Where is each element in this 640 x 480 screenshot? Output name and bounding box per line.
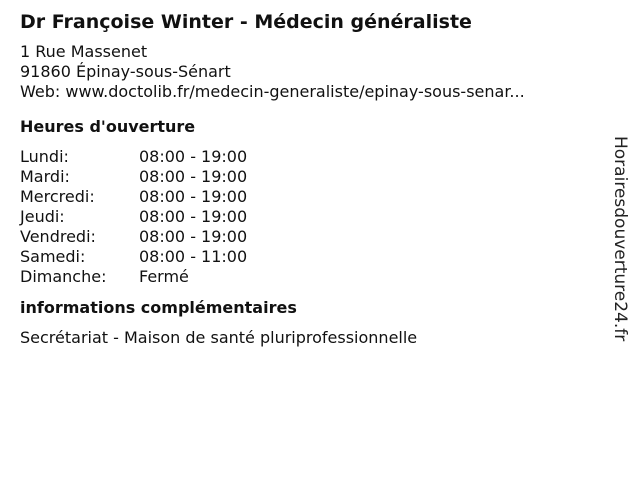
time-value: 08:00 - 11:00 [139, 247, 248, 266]
day-label: Vendredi: [20, 227, 96, 246]
day-label: Samedi: [20, 247, 86, 266]
hours-row-lundi [20, 147, 600, 167]
day-label: Dimanche: [20, 267, 107, 286]
site-watermark [610, 136, 634, 346]
opening-hours-heading: Heures d'ouverture [20, 117, 196, 136]
time-value: 08:00 - 19:00 [139, 187, 248, 206]
hours-row-vendredi [20, 227, 600, 247]
day-label: Mercredi: [20, 187, 95, 206]
day-label: Lundi: [20, 147, 69, 166]
watermark-text: Horairesdouverture24.fr [610, 136, 630, 342]
page-title: Dr Françoise Winter - Médecin généraliste [20, 11, 472, 33]
additional-info-heading: informations complémentaires [20, 298, 297, 317]
time-value: 08:00 - 19:00 [139, 167, 248, 186]
address-block [20, 42, 600, 102]
website-link[interactable]: Web: www.doctolib.fr/medecin-generaliste/epinay-sous-senar... [20, 82, 525, 101]
day-label: Jeudi: [20, 207, 65, 226]
time-value: 08:00 - 19:00 [139, 147, 248, 166]
hours-row-dimanche [20, 267, 600, 287]
city-address: 91860 Épinay-sous-Sénart [20, 62, 231, 81]
time-value: 08:00 - 19:00 [139, 227, 248, 246]
street-address: 1 Rue Massenet [20, 42, 148, 61]
hours-row-mercredi [20, 187, 600, 207]
additional-info-text: Secrétariat - Maison de santé pluriprofessionnelle [20, 328, 418, 347]
hours-row-mardi [20, 167, 600, 187]
hours-row-jeudi [20, 207, 600, 227]
time-value: Fermé [139, 267, 189, 286]
day-label: Mardi: [20, 167, 70, 186]
business-card [20, 10, 600, 348]
hours-row-samedi [20, 247, 600, 267]
opening-hours-table [20, 147, 600, 287]
time-value: 08:00 - 19:00 [139, 207, 248, 226]
